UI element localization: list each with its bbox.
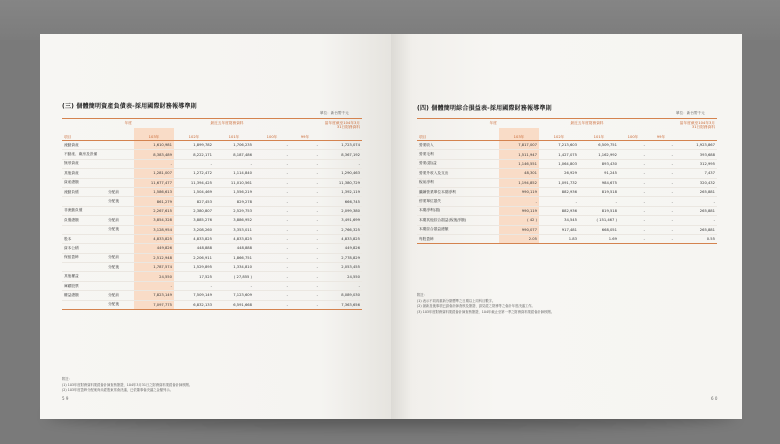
table-cell: - xyxy=(254,225,290,234)
table-cell: 984,675 xyxy=(579,178,619,187)
row-label: 流動資產 xyxy=(62,141,106,150)
table-cell: 449,826 xyxy=(320,244,362,253)
row-label: 其他資產 xyxy=(62,169,106,178)
table-cell: - xyxy=(254,178,290,187)
row-label: 負債總額 xyxy=(62,216,106,225)
table-cell: 448,888 xyxy=(214,244,254,253)
table-cell: - xyxy=(675,197,717,206)
table-cell: 265,881 xyxy=(675,225,717,234)
table-cell: - xyxy=(647,216,675,225)
table-cell: - xyxy=(254,253,290,262)
row-label: 流動負債 xyxy=(62,187,106,196)
table-cell: - xyxy=(254,141,290,150)
year-header: 100年 xyxy=(254,128,290,141)
right-page xyxy=(391,34,742,419)
table-row xyxy=(62,150,362,159)
table-cell: 0.55 xyxy=(675,234,717,243)
table-cell: 1,091,732 xyxy=(539,178,579,187)
table-cell: 1,923,867 xyxy=(675,141,717,150)
table-row xyxy=(62,244,362,253)
table-cell: 1,511,947 xyxy=(499,150,539,159)
table-cell: 819,518 xyxy=(579,187,619,196)
row-label: 本期淨利(損) xyxy=(417,206,499,215)
row-label: 權益總額 xyxy=(62,291,106,300)
table-cell: 7,097,775 xyxy=(134,300,174,309)
row-sublabel: 分配後 xyxy=(106,197,134,206)
table-cell: - xyxy=(254,159,290,168)
open-book xyxy=(40,34,742,419)
table-cell: - xyxy=(290,150,320,159)
page-number: 6 0 xyxy=(711,396,718,401)
table-cell: 1,706,235 xyxy=(214,141,254,150)
table-cell: 882,936 xyxy=(539,187,579,196)
table-cell: 827,453 xyxy=(174,197,214,206)
row-sublabel xyxy=(106,272,134,281)
table-cell: 1,334,810 xyxy=(214,263,254,272)
table-row xyxy=(62,272,362,281)
year-header: 102年 xyxy=(174,128,214,141)
table-cell: - xyxy=(254,150,290,159)
table-cell: 4,833,825 xyxy=(320,234,362,243)
row-sublabel: 分配前 xyxy=(106,216,134,225)
table-cell: - xyxy=(619,234,647,243)
five-year-header: 最近五年度財務資料 xyxy=(570,121,604,125)
balance-sheet-table xyxy=(62,118,362,310)
table-row xyxy=(62,206,362,215)
table-cell: 2,053,455 xyxy=(320,263,362,272)
table-cell: 4,833,825 xyxy=(134,234,174,243)
table-cell: 2,267,615 xyxy=(134,206,174,215)
table-cell: 3,854,328 xyxy=(134,216,174,225)
table-cell: - xyxy=(619,187,647,196)
row-label: 營業外收入及支出 xyxy=(417,169,499,178)
row-sublabel: 分配前 xyxy=(106,291,134,300)
table-cell: ( 27,855 ) xyxy=(214,272,254,281)
table-cell: 7,363,656 xyxy=(320,300,362,309)
row-label: 本期綜合損益總額 xyxy=(417,225,499,234)
table-cell: 3,491,699 xyxy=(320,216,362,225)
table-cell: 2,512,948 xyxy=(134,253,174,262)
footnote: 附註： xyxy=(62,377,72,381)
table-cell: 3,885,276 xyxy=(174,216,214,225)
table-cell: 11,380,729 xyxy=(320,178,362,187)
table-cell: 7,817,007 xyxy=(499,141,539,150)
footnotes xyxy=(62,377,192,394)
footnote: (3) 103年度財務資料業經會計師查核簽證，104年截止至第一季之財務資料業經會計師核閱。 xyxy=(417,309,554,314)
table-cell: - xyxy=(290,281,320,290)
table-cell: - xyxy=(619,150,647,159)
income-statement-table xyxy=(417,118,717,244)
table-cell: 1,504,469 xyxy=(174,187,214,196)
table-cell: - xyxy=(290,178,320,187)
table-cell: - xyxy=(134,159,174,168)
row-label: 營業(損)益 xyxy=(417,159,499,168)
table-cell: 17,525 xyxy=(174,272,214,281)
row-sublabel: 分配後 xyxy=(106,225,134,234)
table-cell: - xyxy=(254,197,290,206)
table-row xyxy=(62,178,362,187)
table-cell: - xyxy=(647,141,675,150)
table-cell: 449,826 xyxy=(134,244,174,253)
table-cell: - xyxy=(619,206,647,215)
table-cell: 11,677,477 xyxy=(134,178,174,187)
row-sublabel: 分配後 xyxy=(106,300,134,309)
row-label: 保留盈餘 xyxy=(62,253,106,262)
table-cell: - xyxy=(647,206,675,215)
row-sublabel xyxy=(106,234,134,243)
row-sublabel xyxy=(106,159,134,168)
unit-label: 單位：新台幣千元 xyxy=(320,111,349,115)
table-cell: - xyxy=(290,216,320,225)
table-cell: - xyxy=(647,225,675,234)
table-cell: - xyxy=(290,197,320,206)
table-cell: 1,281,007 xyxy=(134,169,174,178)
table-row xyxy=(417,206,717,215)
table-cell: - xyxy=(539,197,579,206)
table-cell: 1,610,981 xyxy=(134,141,174,150)
table-cell: - xyxy=(254,244,290,253)
year-header: 99年 xyxy=(290,128,320,141)
row-label: 本期其他綜合損益(稅後淨額) xyxy=(417,216,499,225)
row-sublabel xyxy=(106,178,134,187)
row-label: 無形資產 xyxy=(62,159,106,168)
row-label: 每股盈餘 xyxy=(417,234,499,243)
table-cell: - xyxy=(290,253,320,262)
table-cell: - xyxy=(675,216,717,225)
table-cell: 6,591,668 xyxy=(214,300,254,309)
table-cell: 2,380,807 xyxy=(174,206,214,215)
table-cell: 990,119 xyxy=(499,206,539,215)
table-cell: - xyxy=(290,141,320,150)
table-cell: - xyxy=(647,178,675,187)
table-cell: - xyxy=(647,187,675,196)
table-cell: - xyxy=(290,206,320,215)
table-cell: 8,089,030 xyxy=(320,291,362,300)
table-row xyxy=(62,253,362,262)
table-cell: - xyxy=(647,150,675,159)
table-cell: - xyxy=(619,178,647,187)
page-title: (三) 個體簡明資產負債表-採用國際財務報導準則 xyxy=(62,103,197,110)
table-cell: 3,886,952 xyxy=(214,216,254,225)
item-header: 項目 xyxy=(62,128,134,141)
table-cell: 8,383,489 xyxy=(134,150,174,159)
table-cell: - xyxy=(290,225,320,234)
current-period-header: 當年度截至104年3月31日財務資料 xyxy=(675,119,717,141)
table-cell: - xyxy=(254,272,290,281)
table-row xyxy=(417,216,717,225)
row-label: 非流動負債 xyxy=(62,206,106,215)
table-cell: 265,881 xyxy=(675,206,717,215)
table-cell: 11,394,425 xyxy=(174,178,214,187)
table-cell: 1,392,119 xyxy=(320,187,362,196)
table-cell: 6,832,133 xyxy=(174,300,214,309)
table-cell: ( 42 ) xyxy=(499,216,539,225)
year-label: 年度 xyxy=(124,121,132,125)
table-cell: - xyxy=(290,234,320,243)
year-header: 99年 xyxy=(647,128,675,141)
item-header: 項目 xyxy=(417,128,499,141)
table-cell: - xyxy=(290,263,320,272)
table-cell: 1.69 xyxy=(579,234,619,243)
table-cell: - xyxy=(254,281,290,290)
table-cell: 7,213,603 xyxy=(539,141,579,150)
table-cell: - xyxy=(290,291,320,300)
table-cell: - xyxy=(619,169,647,178)
unit-label: 單位：新台幣千元 xyxy=(676,111,705,115)
table-cell: 24,550 xyxy=(134,272,174,281)
table-cell: 1.83 xyxy=(539,234,579,243)
row-label: 停業單位損失 xyxy=(417,197,499,206)
table-cell: ( 151,467 ) xyxy=(579,216,619,225)
table-cell: - xyxy=(619,159,647,168)
table-row xyxy=(417,178,717,187)
table-cell: - xyxy=(214,281,254,290)
table-row xyxy=(62,300,362,309)
table-row xyxy=(62,234,362,243)
left-page xyxy=(40,34,391,419)
table-row xyxy=(417,187,717,196)
table-cell: 1,114,840 xyxy=(214,169,254,178)
table-cell: - xyxy=(647,169,675,178)
table-row xyxy=(417,225,717,234)
year-label: 年度 xyxy=(489,121,497,125)
row-sublabel: 分配後 xyxy=(106,263,134,272)
table-cell: 666,745 xyxy=(320,197,362,206)
table-cell: - xyxy=(174,281,214,290)
table-cell: 34,545 xyxy=(539,216,579,225)
table-cell: 2,778,829 xyxy=(320,253,362,262)
footnote: (2) 103年度盈餘分配案尚未經股東常會決議，已依董事會決議之金額列示。 xyxy=(62,388,173,393)
table-cell: - xyxy=(254,169,290,178)
table-cell: 2,099,380 xyxy=(320,206,362,215)
table-cell: - xyxy=(290,159,320,168)
table-cell: - xyxy=(290,169,320,178)
row-sublabel xyxy=(106,141,134,150)
table-cell: 312,995 xyxy=(675,159,717,168)
row-label xyxy=(62,225,106,234)
table-cell: - xyxy=(214,159,254,168)
table-cell: - xyxy=(647,159,675,168)
table-cell: 2,206,911 xyxy=(174,253,214,262)
table-row xyxy=(417,159,717,168)
page-title: (四) 個體簡明綜合損益表-採用國際財務報導準則 xyxy=(417,105,552,112)
table-cell: 1,787,574 xyxy=(134,263,174,272)
table-cell: - xyxy=(619,197,647,206)
table-cell: 48,301 xyxy=(499,169,539,178)
table-cell: 2.05 xyxy=(499,234,539,243)
row-label xyxy=(62,197,106,206)
table-cell: 3,353,011 xyxy=(214,225,254,234)
table-cell: 1,146,551 xyxy=(499,159,539,168)
table-cell: 861,279 xyxy=(134,197,174,206)
table-cell: 1,586,613 xyxy=(134,187,174,196)
table-cell: 7,509,149 xyxy=(174,291,214,300)
table-cell: - xyxy=(254,300,290,309)
row-label xyxy=(62,263,106,272)
table-cell: 1,427,075 xyxy=(539,150,579,159)
table-cell: 3,128,954 xyxy=(134,225,174,234)
row-label: 稅前淨利 xyxy=(417,178,499,187)
table-cell: - xyxy=(254,216,290,225)
row-label xyxy=(62,300,106,309)
page-number: 5 9 xyxy=(62,396,69,401)
row-label: 營業毛利 xyxy=(417,150,499,159)
table-cell: 1,556,219 xyxy=(214,187,254,196)
table-cell: 26,929 xyxy=(539,169,579,178)
table-cell: 1,529,895 xyxy=(174,263,214,272)
table-cell: 990,077 xyxy=(499,225,539,234)
footnote: (2) 最新及後事項已請會計師查核及簽證、請見經之財務等之會計年度決議工作。 xyxy=(417,304,535,309)
table-cell: 1,272,472 xyxy=(174,169,214,178)
table-cell: 448,888 xyxy=(174,244,214,253)
table-cell: - xyxy=(254,187,290,196)
table-cell: 1,723,074 xyxy=(320,141,362,150)
table-row xyxy=(417,197,717,206)
table-cell: 1,899,782 xyxy=(174,141,214,150)
table-cell: - xyxy=(174,159,214,168)
table-cell: 11,010,561 xyxy=(214,178,254,187)
table-cell: 91,245 xyxy=(579,169,619,178)
table-cell: - xyxy=(320,159,362,168)
current-period-header: 當年度截至104年3月31日財務資料 xyxy=(320,119,362,141)
table-row xyxy=(62,225,362,234)
table-cell: - xyxy=(499,197,539,206)
footnote: 附註： xyxy=(417,293,427,297)
table-cell: 4,833,825 xyxy=(214,234,254,243)
footnote: (1) 103年度財務資料業經會計師查核簽證，104年3月31日之財務資料業經會計師核閱。 xyxy=(62,382,193,387)
year-header: 100年 xyxy=(619,128,647,141)
table-cell: 1,290,463 xyxy=(320,169,362,178)
table-cell: - xyxy=(320,281,362,290)
table-cell: - xyxy=(290,272,320,281)
table-cell: 917,481 xyxy=(539,225,579,234)
table-cell: - xyxy=(134,281,174,290)
table-cell: 829,278 xyxy=(214,197,254,206)
table-cell: - xyxy=(290,244,320,253)
table-cell: - xyxy=(619,225,647,234)
table-cell: 393,688 xyxy=(675,150,717,159)
row-sublabel xyxy=(106,150,134,159)
footnotes xyxy=(417,293,554,315)
table-cell: 1,162,992 xyxy=(579,150,619,159)
table-cell: 7,123,609 xyxy=(214,291,254,300)
row-label: 營業收入 xyxy=(417,141,499,150)
table-cell: 1,064,803 xyxy=(539,159,579,168)
table-cell: 7,437 xyxy=(675,169,717,178)
row-sublabel xyxy=(106,244,134,253)
table-cell: 4,833,825 xyxy=(174,234,214,243)
table-cell: - xyxy=(254,263,290,272)
table-cell: - xyxy=(647,197,675,206)
table-cell: 265,881 xyxy=(675,187,717,196)
row-label: 不動產、廠房及設備 xyxy=(62,150,106,159)
table-row xyxy=(62,187,362,196)
table-cell: 8,187,486 xyxy=(214,150,254,159)
table-row xyxy=(62,159,362,168)
row-sublabel: 分配前 xyxy=(106,253,134,262)
table-row xyxy=(62,141,362,150)
footnote: (1) 表示不同再重新分類標準之日期以上同科目數字。 xyxy=(417,298,496,303)
table-row xyxy=(62,281,362,290)
row-sublabel: 分配前 xyxy=(106,187,134,196)
row-sublabel xyxy=(106,206,134,215)
table-cell: - xyxy=(619,216,647,225)
table-row xyxy=(417,150,717,159)
table-cell: 8,367,192 xyxy=(320,150,362,159)
table-cell: 2,529,753 xyxy=(214,206,254,215)
table-cell: 8,222,171 xyxy=(174,150,214,159)
table-cell: 320,432 xyxy=(675,178,717,187)
table-cell: 668,051 xyxy=(579,225,619,234)
table-row xyxy=(62,216,362,225)
five-year-header: 最近五年度財務資料 xyxy=(210,121,244,125)
table-cell: - xyxy=(290,300,320,309)
table-cell: 6,509,751 xyxy=(579,141,619,150)
year-header: 101年 xyxy=(214,128,254,141)
row-label: 繼續營業單位本期淨利 xyxy=(417,187,499,196)
year-header: 101年 xyxy=(579,128,619,141)
table-row xyxy=(62,263,362,272)
year-header: 103年 xyxy=(499,128,539,141)
table-cell: - xyxy=(254,206,290,215)
row-label: 庫藏股票 xyxy=(62,281,106,290)
table-row xyxy=(417,141,717,150)
row-sublabel xyxy=(106,169,134,178)
table-cell: 2,766,325 xyxy=(320,225,362,234)
table-row xyxy=(417,169,717,178)
table-row xyxy=(417,234,717,243)
table-row xyxy=(62,291,362,300)
table-cell: 3,208,260 xyxy=(174,225,214,234)
table-cell: 1,866,751 xyxy=(214,253,254,262)
row-sublabel xyxy=(106,281,134,290)
table-cell: 882,936 xyxy=(539,206,579,215)
table-row xyxy=(62,197,362,206)
table-cell: 24,550 xyxy=(320,272,362,281)
table-cell: 1,194,852 xyxy=(499,178,539,187)
row-label: 資本公積 xyxy=(62,244,106,253)
year-header: 103年 xyxy=(134,128,174,141)
table-cell: - xyxy=(254,234,290,243)
table-cell: - xyxy=(647,234,675,243)
row-label: 股本 xyxy=(62,234,106,243)
table-cell: 7,823,149 xyxy=(134,291,174,300)
table-cell: - xyxy=(254,291,290,300)
table-cell: 893,430 xyxy=(579,159,619,168)
table-row xyxy=(62,169,362,178)
table-cell: - xyxy=(290,187,320,196)
table-cell: - xyxy=(619,141,647,150)
row-label: 資產總額 xyxy=(62,178,106,187)
table-cell: 990,119 xyxy=(499,187,539,196)
row-label: 其他權益 xyxy=(62,272,106,281)
table-cell: - xyxy=(579,197,619,206)
year-header: 102年 xyxy=(539,128,579,141)
table-cell: 819,518 xyxy=(579,206,619,215)
